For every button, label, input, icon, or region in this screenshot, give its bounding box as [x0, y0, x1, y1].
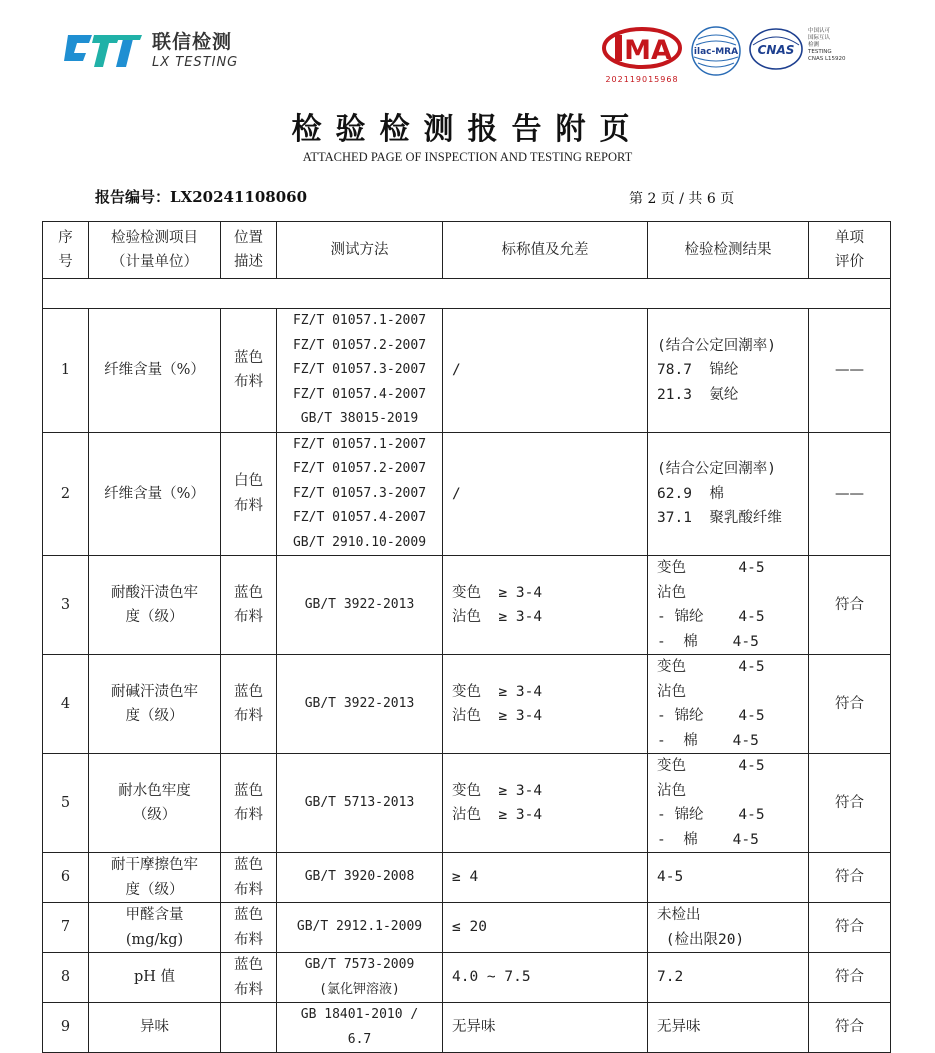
cnas-label: CNAS — [757, 43, 795, 57]
cell-seq: 6 — [43, 853, 89, 903]
cell-nominal: ≤ 20 — [443, 903, 648, 953]
cell-position: 白色 布料 — [221, 432, 277, 556]
table-row — [43, 903, 891, 953]
spacer-cell — [43, 279, 891, 309]
cell-result: 无异味 — [648, 1003, 809, 1053]
cell-item: 纤维含量（%） — [89, 309, 221, 433]
table-body — [43, 309, 891, 1053]
report-header — [0, 0, 935, 90]
cell-method: GB/T 3920-2008 — [277, 853, 443, 903]
header-seq: 序 号 — [43, 222, 89, 279]
cell-evaluation: 符合 — [809, 556, 891, 655]
cell-seq: 5 — [43, 754, 89, 853]
cell-seq: 4 — [43, 655, 89, 754]
cell-result: (结合公定回潮率) 78.7 锦纶 21.3 氨纶 — [648, 309, 809, 433]
table-row — [43, 853, 891, 903]
cell-result: 变色 4-5 沾色 - 锦纶 4-5 - 棉 4-5 — [648, 556, 809, 655]
cma-mark-text: MA — [624, 35, 672, 66]
cell-position: 蓝色 布料 — [221, 853, 277, 903]
lti-logo-icon — [62, 31, 144, 71]
company-name-en: LX TESTING — [152, 55, 239, 70]
cell-nominal: 4.0 ~ 7.5 — [443, 953, 648, 1003]
report-number — [95, 186, 307, 207]
cell-item: 耐水色牢度 （级） — [89, 754, 221, 853]
header-item: 检验检测项目 （计量单位） — [89, 222, 221, 279]
cell-result: 未检出 (检出限20) — [648, 903, 809, 953]
cell-item: 耐干摩擦色牢 度（级） — [89, 853, 221, 903]
table-row — [43, 432, 891, 556]
cell-evaluation: 符合 — [809, 1003, 891, 1053]
cell-nominal: ≥ 4 — [443, 853, 648, 903]
cell-nominal: 变色 ≥ 3-4 沾色 ≥ 3-4 — [443, 655, 648, 754]
cell-nominal: / — [443, 309, 648, 433]
header-result: 检验检测结果 — [648, 222, 809, 279]
cell-item: 异味 — [89, 1003, 221, 1053]
cell-item: 耐酸汗渍色牢 度（级） — [89, 556, 221, 655]
cell-seq: 9 — [43, 1003, 89, 1053]
cell-seq: 8 — [43, 953, 89, 1003]
header-method: 测试方法 — [277, 222, 443, 279]
cell-method: FZ/T 01057.1-2007 FZ/T 01057.2-2007 FZ/T 01057.3-2007 FZ/T 01057.4-2007 GB/T 2910.10-2009 — [277, 432, 443, 556]
results-table — [42, 221, 891, 1053]
cell-result: 变色 4-5 沾色 - 锦纶 4-5 - 棉 4-5 — [648, 754, 809, 853]
cell-position — [221, 1003, 277, 1053]
cell-item: pH 值 — [89, 953, 221, 1003]
cell-nominal: 无异味 — [443, 1003, 648, 1053]
lx-testing-logo — [62, 30, 238, 72]
page-indicator: 第 2 页 / 共 6 页 — [629, 191, 735, 207]
cell-nominal: 变色 ≥ 3-4 沾色 ≥ 3-4 — [443, 754, 648, 853]
cell-evaluation: —— — [809, 432, 891, 556]
cell-method: GB/T 2912.1-2009 — [277, 903, 443, 953]
report-title-cn: 检验检测报告附页 — [291, 112, 644, 147]
cell-result: 7.2 — [648, 953, 809, 1003]
cnas-logo-icon — [747, 25, 805, 73]
cell-result: (结合公定回潮率) 62.9 棉 37.1 聚乳酸纤维 — [648, 432, 809, 556]
cell-method: GB/T 5713-2013 — [277, 754, 443, 853]
cell-item: 甲醛含量 (mg/kg) — [89, 903, 221, 953]
cell-position: 蓝色 布料 — [221, 309, 277, 433]
cell-nominal: / — [443, 432, 648, 556]
table-row — [43, 754, 891, 853]
header-evaluation: 单项 评价 — [809, 222, 891, 279]
ilac-label: ilac-MRA — [693, 47, 739, 57]
report-number-label: 报告编号： — [95, 188, 171, 206]
company-name-cn: 联信检测 — [152, 31, 233, 53]
cell-position: 蓝色 布料 — [221, 903, 277, 953]
cma-seal — [601, 26, 683, 84]
cell-result: 变色 4-5 沾色 - 锦纶 4-5 - 棉 4-5 — [648, 655, 809, 754]
cell-position: 蓝色 布料 — [221, 953, 277, 1003]
cell-evaluation: 符合 — [809, 953, 891, 1003]
cma-mark-icon — [601, 26, 683, 70]
cell-evaluation: 符合 — [809, 655, 891, 754]
cell-seq: 1 — [43, 309, 89, 433]
report-title-en: ATTACHED PAGE OF INSPECTION AND TESTING REPORT — [302, 150, 633, 164]
cell-position: 蓝色 布料 — [221, 556, 277, 655]
cell-result: 4-5 — [648, 853, 809, 903]
cell-evaluation: —— — [809, 309, 891, 433]
cell-evaluation: 符合 — [809, 903, 891, 953]
table-row — [43, 953, 891, 1003]
cma-number: 202119015968 — [605, 75, 679, 84]
table-row — [43, 655, 891, 754]
header-position: 位置 描述 — [221, 222, 277, 279]
header-nominal: 标称值及允差 — [443, 222, 648, 279]
ilac-mra-icon — [690, 25, 742, 77]
cell-method: GB/T 3922-2013 — [277, 655, 443, 754]
cell-method: FZ/T 01057.1-2007 FZ/T 01057.2-2007 FZ/T 01057.3-2007 FZ/T 01057.4-2007 GB/T 38015-2019 — [277, 309, 443, 433]
cell-position: 蓝色 布料 — [221, 655, 277, 754]
cell-seq: 2 — [43, 432, 89, 556]
cell-evaluation: 符合 — [809, 853, 891, 903]
table-spacer-row — [43, 279, 891, 309]
table-row — [43, 556, 891, 655]
cell-seq: 3 — [43, 556, 89, 655]
table-row — [43, 309, 891, 433]
cell-method: GB 18401-2010 / 6.7 — [277, 1003, 443, 1053]
cell-seq: 7 — [43, 903, 89, 953]
cell-method: GB/T 7573-2009 (氯化钾溶液) — [277, 953, 443, 1003]
table-header-row — [43, 222, 891, 279]
cell-nominal: 变色 ≥ 3-4 沾色 ≥ 3-4 — [443, 556, 648, 655]
table-row — [43, 1003, 891, 1053]
cell-method: GB/T 3922-2013 — [277, 556, 443, 655]
cell-evaluation: 符合 — [809, 754, 891, 853]
cell-item: 耐碱汗渍色牢 度（级） — [89, 655, 221, 754]
report-number-value: LX20241108060 — [170, 188, 308, 206]
cnas-caption: 中国认可 国际互认 检测 TESTING CNAS L15920 — [808, 28, 846, 62]
cell-position: 蓝色 布料 — [221, 754, 277, 853]
cell-item: 纤维含量（%） — [89, 432, 221, 556]
